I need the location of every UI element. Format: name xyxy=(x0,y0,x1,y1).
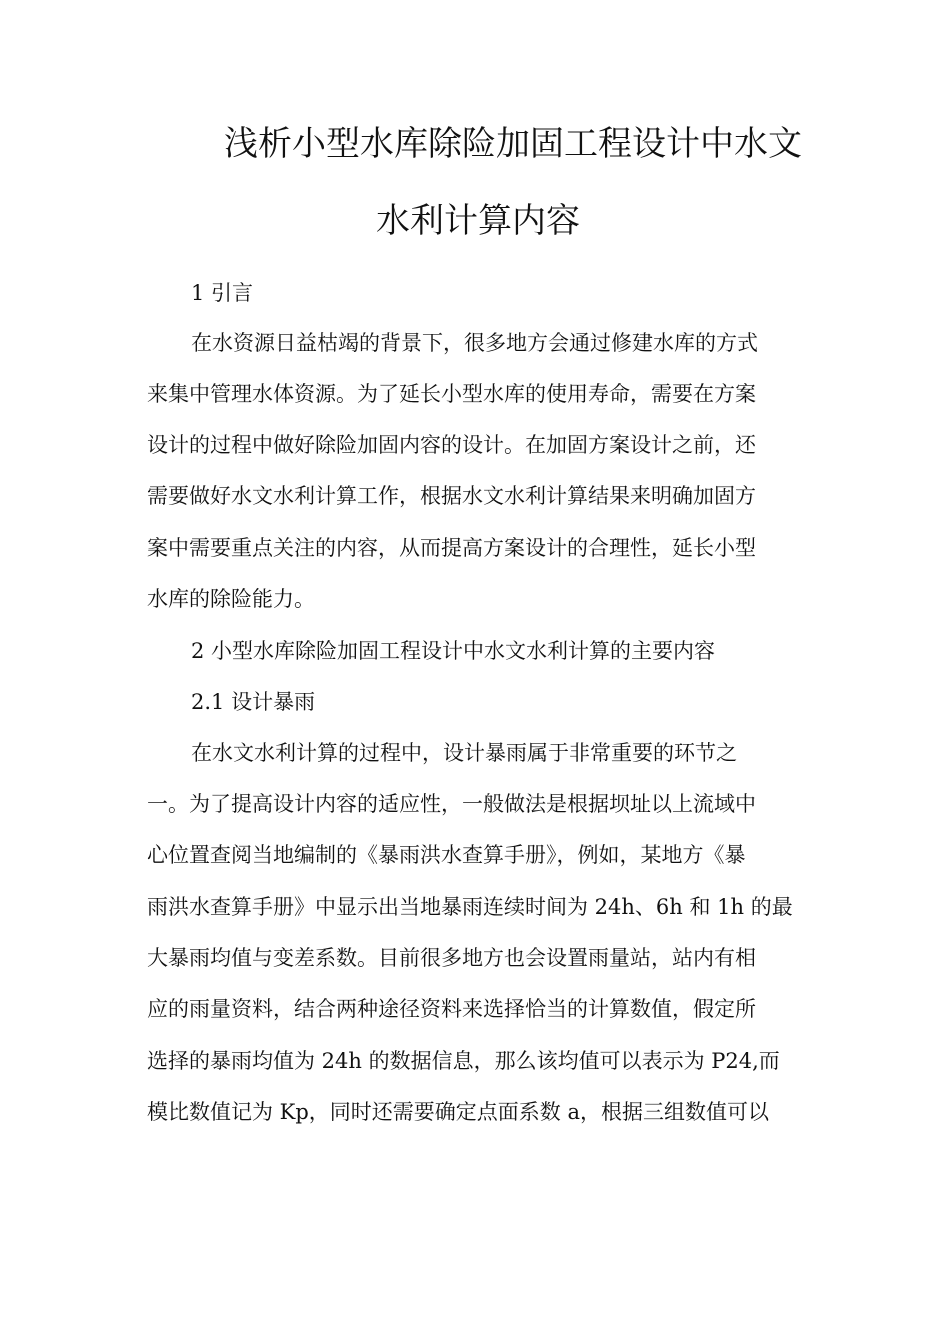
paragraph-line: 案中需要重点关注的内容，从而提高方案设计的合理性，延长小型 xyxy=(147,536,756,560)
paragraph-line: 模比数值记为 Kp，同时还需要确定点面系数 a，根据三组数值可以 xyxy=(147,1100,769,1124)
section-heading-main-content: 2 小型水库除险加固工程设计中水文水利计算的主要内容 xyxy=(191,639,716,663)
paragraph-line: 大暴雨均值与变差系数。目前很多地方也会设置雨量站，站内有相 xyxy=(147,946,756,970)
paragraph-line: 来集中管理水体资源。为了延长小型水库的使用寿命，需要在方案 xyxy=(147,382,756,406)
paragraph-line: 水库的除险能力。 xyxy=(147,587,315,611)
document-title-line-1: 浅析小型水库除险加固工程设计中水文 xyxy=(224,124,802,164)
document-title-line-2: 水利计算内容 xyxy=(376,201,580,241)
paragraph-line: 需要做好水文水利计算工作，根据水文水利计算结果来明确加固方 xyxy=(147,484,756,508)
paragraph-line: 应的雨量资料，结合两种途径资料来选择恰当的计算数值，假定所 xyxy=(147,997,756,1021)
section-heading-introduction: 1 引言 xyxy=(191,281,254,305)
paragraph-line: 设计的过程中做好除险加固内容的设计。在加固方案设计之前，还 xyxy=(147,433,756,457)
subsection-heading-design-rainstorm: 2.1 设计暴雨 xyxy=(191,690,316,714)
paragraph-line: 在水资源日益枯竭的背景下，很多地方会通过修建水库的方式 xyxy=(191,331,758,355)
paragraph-line: 雨洪水查算手册》中显示出当地暴雨连续时间为 24h、6h 和 1h 的最 xyxy=(147,895,793,919)
paragraph-line: 一。为了提高设计内容的适应性，一般做法是根据坝址以上流域中 xyxy=(147,792,756,816)
paragraph-line: 在水文水利计算的过程中，设计暴雨属于非常重要的环节之 xyxy=(191,741,737,765)
paragraph-line: 选择的暴雨均值为 24h 的数据信息，那么该均值可以表示为 P24,而 xyxy=(147,1049,780,1073)
paragraph-line: 心位置查阅当地编制的《暴雨洪水查算手册》，例如，某地方《暴 xyxy=(147,843,746,867)
